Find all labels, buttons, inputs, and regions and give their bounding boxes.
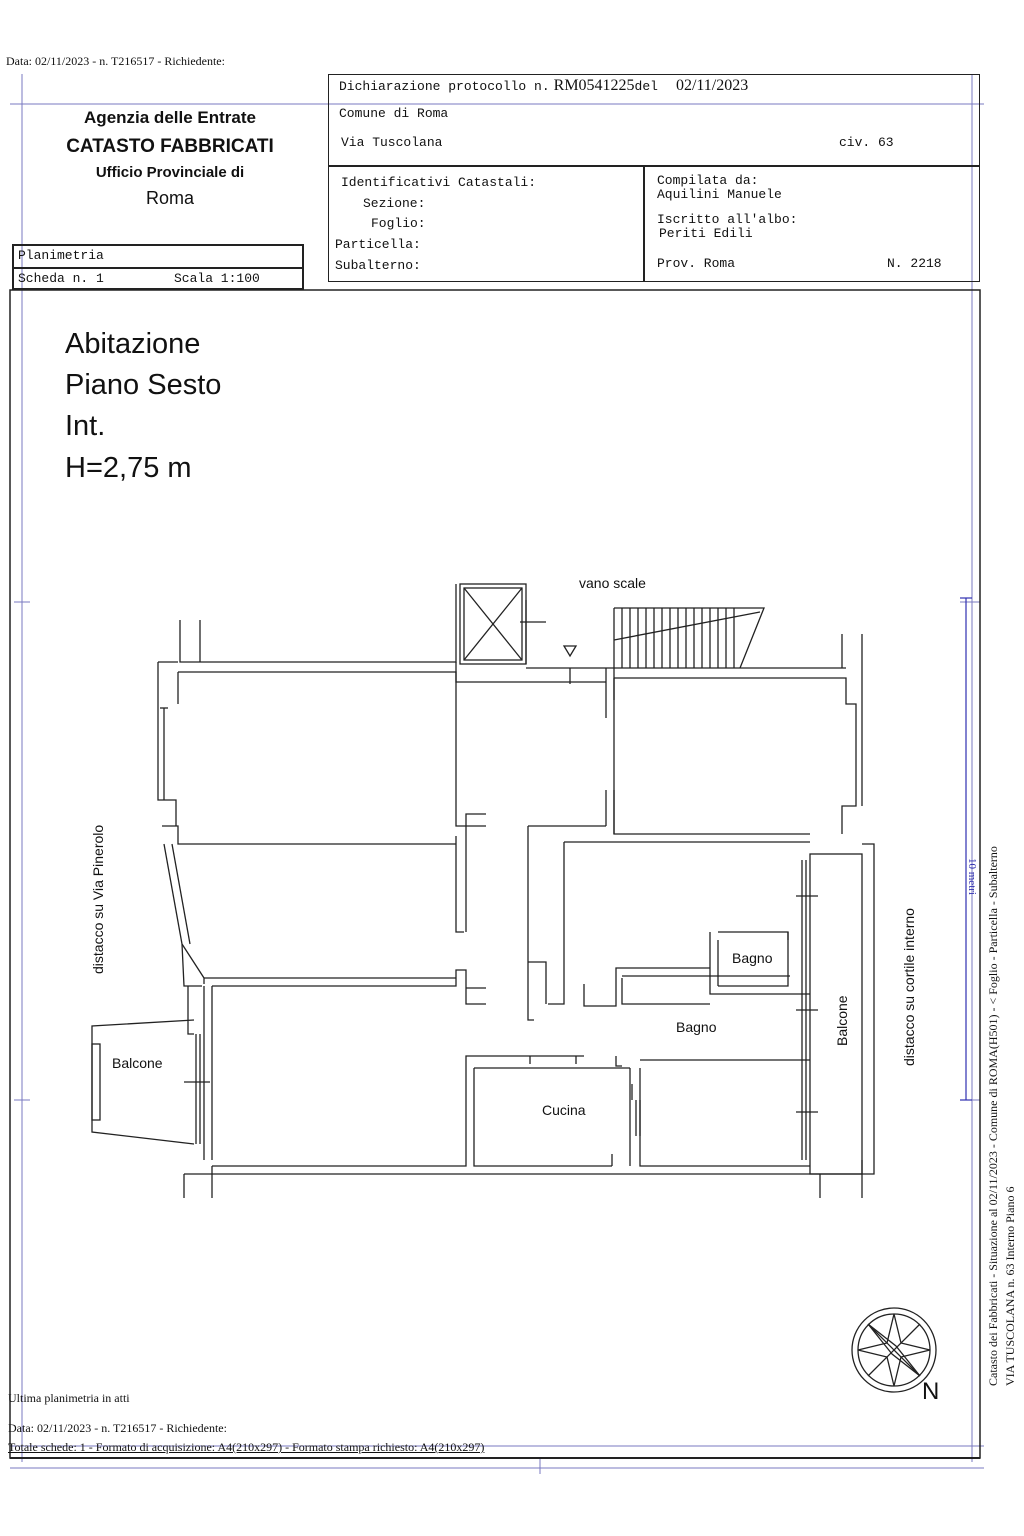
scala-label: Scala 1:100 [174, 271, 260, 286]
declaration-box [328, 74, 980, 166]
via-label: Via Tuscolana [341, 135, 443, 150]
declaration-date: 02/11/2023 [675, 77, 749, 94]
prov-label: Prov. Roma [657, 256, 736, 271]
identificativi-box [328, 166, 644, 282]
bagno-label-2: Bagno [676, 1019, 717, 1035]
north-label: N [922, 1378, 940, 1405]
plan-title-4: H=2,75 m [65, 452, 192, 484]
particella-label: Particella: [335, 237, 421, 252]
scale-bar-label: 10 metri [966, 858, 978, 895]
side-catasto-line: Catasto dei Fabbricati - Situazione al 02/11/2023 - Comune di ROMA(H501) - < Foglio - Particella - Subalterno [986, 846, 1000, 1386]
protocol-number: RM0541225 [553, 77, 635, 94]
comune-label: Comune di Roma [339, 106, 449, 121]
sezione-label: Sezione: [363, 196, 426, 211]
divider [14, 267, 302, 269]
iscritto-label: Iscritto all'albo: [657, 212, 798, 227]
header-request-line: Data: 02/11/2023 - n. T216517 - Richiedente: [6, 54, 225, 68]
balcone-right-label: Balcone [834, 995, 850, 1046]
civico-label: civ. 63 [839, 135, 894, 150]
footer-request-line: Data: 02/11/2023 - n. T216517 - Richiedente: [8, 1421, 227, 1435]
agency-title: Agenzia delle Entrate [84, 108, 256, 127]
distacco-right-label: distacco su cortile interno [901, 908, 917, 1066]
bagno-label-1: Bagno [732, 950, 773, 966]
ufficio-label: Ufficio Provinciale di [95, 164, 245, 181]
plan-title-3: Int. [65, 410, 106, 442]
vano-scale-label: vano scale [579, 575, 646, 591]
declaration-line: Dichiarazione protocollo n. RM0541225del 02/11/2023 [339, 77, 749, 94]
ufficio-city: Roma [145, 188, 194, 208]
side-address-line: VIA TUSCOLANA n. 63 Interno Piano 6 [1003, 1186, 1017, 1386]
compilata-box [644, 166, 980, 282]
subalterno-label: Subalterno: [335, 258, 421, 273]
distacco-left-label: distacco su Via Pinerolo [90, 824, 106, 974]
catasto-title: CATASTO FABBRICATI [66, 136, 274, 157]
compilata-label: Compilata da: [657, 173, 759, 188]
cucina-label: Cucina [542, 1102, 586, 1118]
numero-label: N. 2218 [887, 256, 942, 271]
albo-label: Periti Edili [659, 226, 753, 241]
walls [92, 584, 874, 1198]
planimetria-box [12, 244, 304, 290]
planimetria-label: Planimetria [18, 248, 104, 263]
plan-title-2: Piano Sesto [65, 369, 222, 401]
balcone-left-label: Balcone [112, 1055, 163, 1071]
plan-title-1: Abitazione [65, 328, 201, 360]
scale-bar [960, 598, 972, 1100]
identificativi-title: Identificativi Catastali: [341, 175, 537, 190]
ultima-planimetria-label: Ultima planimetria in atti [8, 1391, 130, 1405]
scheda-label: Scheda n. 1 [18, 271, 104, 286]
footer-totale-line: Totale schede: 1 - Formato di acquisizione: A4(210x297) - Formato stampa richiesto: A4(210x297) [8, 1440, 485, 1454]
compilata-name: Aquilini Manuele [657, 187, 782, 202]
foglio-label: Foglio: [371, 216, 426, 231]
